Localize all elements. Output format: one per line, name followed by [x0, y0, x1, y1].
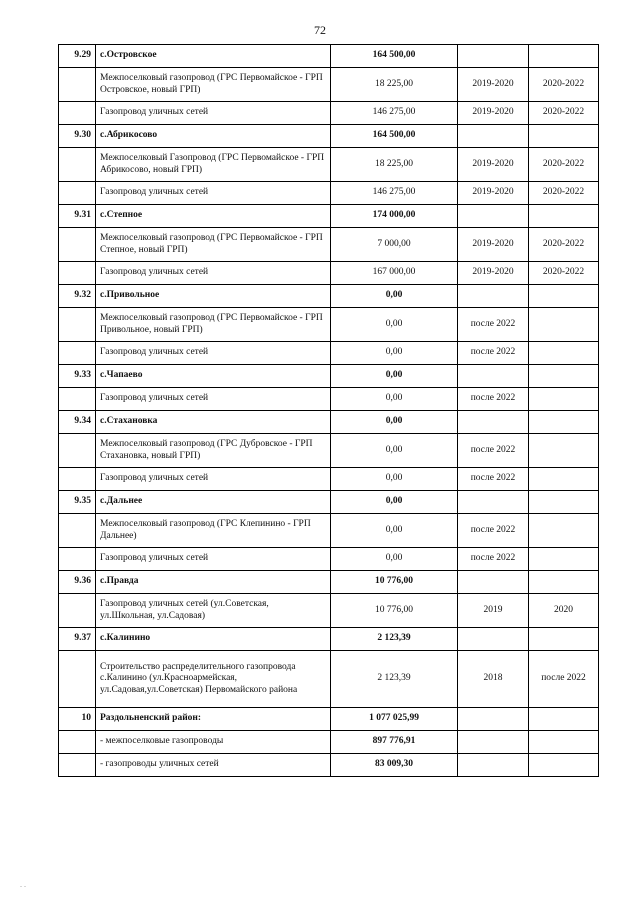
table-row [59, 571, 599, 594]
row-period-start-cell [458, 125, 529, 148]
row-name-cell: Газопровод уличных сетей [96, 468, 331, 491]
table-row [59, 651, 599, 708]
row-period-start-cell: после 2022 [458, 548, 529, 571]
row-name-cell: Газопровод уличных сетей [96, 388, 331, 411]
row-number-cell [59, 148, 96, 182]
row-period-end-cell [529, 628, 599, 651]
row-period-end-cell [529, 308, 599, 342]
row-sum-cell: 0,00 [331, 548, 458, 571]
row-sum-cell: 0,00 [331, 308, 458, 342]
row-number-cell [59, 548, 96, 571]
row-sum-cell: 0,00 [331, 491, 458, 514]
row-name-cell: Раздольненский район: [96, 708, 331, 731]
row-period-end-cell [529, 491, 599, 514]
row-period-end-cell: 2020-2022 [529, 148, 599, 182]
row-period-start-cell: 2019-2020 [458, 182, 529, 205]
table-row [59, 182, 599, 205]
row-period-end-cell: 2020-2022 [529, 68, 599, 102]
table-row [59, 285, 599, 308]
row-period-end-cell [529, 205, 599, 228]
row-number-cell [59, 342, 96, 365]
row-sum-cell: 18 225,00 [331, 68, 458, 102]
row-number-cell [59, 594, 96, 628]
row-period-start-cell [458, 628, 529, 651]
row-name-cell: Газопровод уличных сетей [96, 262, 331, 285]
row-number-cell [59, 651, 96, 708]
row-name-cell: с.Привольное [96, 285, 331, 308]
row-sum-cell: 167 000,00 [331, 262, 458, 285]
row-period-start-cell: 2018 [458, 651, 529, 708]
row-period-end-cell [529, 708, 599, 731]
row-period-end-cell [529, 342, 599, 365]
row-period-end-cell [529, 548, 599, 571]
row-name-cell: Межпоселковый газопровод (ГРС Первомайское - ГРП Островское, новый ГРП) [96, 68, 331, 102]
row-period-end-cell: после 2022 [529, 651, 599, 708]
row-period-end-cell [529, 45, 599, 68]
row-name-cell: - межпоселковые газопроводы [96, 731, 331, 754]
row-sum-cell: 164 500,00 [331, 125, 458, 148]
row-name-cell: Межпоселковый газопровод (ГРС Первомайское - ГРП Привольное, новый ГРП) [96, 308, 331, 342]
row-number-cell [59, 388, 96, 411]
row-period-start-cell: после 2022 [458, 308, 529, 342]
row-sum-cell: 0,00 [331, 342, 458, 365]
table-row [59, 548, 599, 571]
row-number-cell: 10 [59, 708, 96, 731]
row-name-cell: Газопровод уличных сетей [96, 342, 331, 365]
table-row [59, 434, 599, 468]
row-name-cell: Газопровод уличных сетей [96, 182, 331, 205]
row-number-cell [59, 731, 96, 754]
row-sum-cell: 10 776,00 [331, 571, 458, 594]
row-period-end-cell [529, 285, 599, 308]
row-sum-cell: 0,00 [331, 388, 458, 411]
table-row [59, 342, 599, 365]
table-row [59, 125, 599, 148]
row-sum-cell: 0,00 [331, 514, 458, 548]
row-period-start-cell: после 2022 [458, 468, 529, 491]
row-number-cell: 9.30 [59, 125, 96, 148]
row-name-cell: Межпоселковый газопровод (ГРС Дубровское - ГРП Стахановка, новый ГРП) [96, 434, 331, 468]
row-period-start-cell: 2019-2020 [458, 228, 529, 262]
row-sum-cell: 146 275,00 [331, 182, 458, 205]
gas-pipeline-table [58, 44, 599, 777]
row-number-cell: 9.29 [59, 45, 96, 68]
row-period-end-cell [529, 514, 599, 548]
row-period-end-cell [529, 411, 599, 434]
row-sum-cell: 0,00 [331, 468, 458, 491]
row-name-cell: с.Стахановка [96, 411, 331, 434]
row-period-start-cell [458, 205, 529, 228]
row-number-cell [59, 754, 96, 777]
row-number-cell: 9.33 [59, 365, 96, 388]
row-sum-cell: 18 225,00 [331, 148, 458, 182]
row-number-cell: 9.36 [59, 571, 96, 594]
row-number-cell: 9.35 [59, 491, 96, 514]
table-body [59, 45, 599, 777]
row-name-cell: с.Чапаево [96, 365, 331, 388]
row-name-cell: Строительство распределительного газопровода с.Калинино (ул.Красноармейская, ул.Садовая,ул.Советская) Первомайского района [96, 651, 331, 708]
row-name-cell: Газопровод уличных сетей [96, 102, 331, 125]
row-period-start-cell: 2019-2020 [458, 102, 529, 125]
footer-mark: . . [20, 880, 26, 889]
row-period-end-cell [529, 434, 599, 468]
row-period-start-cell [458, 411, 529, 434]
row-period-start-cell: после 2022 [458, 434, 529, 468]
row-name-cell: Межпоселковый газопровод (ГРС Клепинино - ГРП Дальнее) [96, 514, 331, 548]
row-number-cell: 9.31 [59, 205, 96, 228]
row-sum-cell: 897 776,91 [331, 731, 458, 754]
row-name-cell: с.Правда [96, 571, 331, 594]
row-period-start-cell [458, 491, 529, 514]
row-period-start-cell: 2019-2020 [458, 148, 529, 182]
row-name-cell: Газопровод уличных сетей [96, 548, 331, 571]
row-period-end-cell [529, 731, 599, 754]
row-number-cell [59, 468, 96, 491]
row-name-cell: - газопроводы уличных сетей [96, 754, 331, 777]
row-period-start-cell [458, 365, 529, 388]
row-sum-cell: 174 000,00 [331, 205, 458, 228]
row-period-start-cell: после 2022 [458, 388, 529, 411]
row-period-start-cell [458, 285, 529, 308]
row-sum-cell: 0,00 [331, 434, 458, 468]
row-period-end-cell: 2020-2022 [529, 228, 599, 262]
row-number-cell [59, 434, 96, 468]
page-number: 72 [314, 23, 326, 37]
row-period-start-cell [458, 708, 529, 731]
row-period-start-cell: после 2022 [458, 514, 529, 548]
row-name-cell: Газопровод уличных сетей (ул.Советская, ул.Школьная, ул.Садовая) [96, 594, 331, 628]
row-number-cell [59, 228, 96, 262]
row-period-end-cell: 2020-2022 [529, 102, 599, 125]
table-row [59, 411, 599, 434]
row-sum-cell: 2 123,39 [331, 628, 458, 651]
row-name-cell: с.Дальнее [96, 491, 331, 514]
row-period-start-cell [458, 731, 529, 754]
table-row [59, 205, 599, 228]
row-sum-cell: 0,00 [331, 365, 458, 388]
row-sum-cell: 7 000,00 [331, 228, 458, 262]
row-period-start-cell: 2019-2020 [458, 262, 529, 285]
row-sum-cell: 0,00 [331, 411, 458, 434]
table-row [59, 102, 599, 125]
row-number-cell [59, 262, 96, 285]
row-period-end-cell: 2020-2022 [529, 182, 599, 205]
table-row [59, 468, 599, 491]
row-number-cell [59, 68, 96, 102]
row-period-end-cell [529, 388, 599, 411]
row-number-cell: 9.37 [59, 628, 96, 651]
table-row [59, 754, 599, 777]
table-row [59, 45, 599, 68]
table-row [59, 228, 599, 262]
row-period-start-cell: после 2022 [458, 342, 529, 365]
table-row [59, 308, 599, 342]
row-sum-cell: 10 776,00 [331, 594, 458, 628]
table-row [59, 708, 599, 731]
row-period-end-cell [529, 754, 599, 777]
row-period-end-cell [529, 365, 599, 388]
row-sum-cell: 2 123,39 [331, 651, 458, 708]
row-name-cell: с.Калинино [96, 628, 331, 651]
row-number-cell [59, 182, 96, 205]
row-number-cell [59, 102, 96, 125]
table-row [59, 514, 599, 548]
row-period-start-cell [458, 45, 529, 68]
row-period-start-cell: 2019-2020 [458, 68, 529, 102]
row-sum-cell: 1 077 025,99 [331, 708, 458, 731]
row-period-end-cell: 2020 [529, 594, 599, 628]
row-period-start-cell [458, 571, 529, 594]
row-period-end-cell [529, 468, 599, 491]
row-sum-cell: 164 500,00 [331, 45, 458, 68]
row-number-cell [59, 308, 96, 342]
row-period-end-cell: 2020-2022 [529, 262, 599, 285]
table-row [59, 491, 599, 514]
table-row [59, 628, 599, 651]
table-row [59, 365, 599, 388]
row-number-cell: 9.32 [59, 285, 96, 308]
table-row [59, 731, 599, 754]
row-name-cell: с.Абрикосово [96, 125, 331, 148]
table-row [59, 262, 599, 285]
table-row [59, 388, 599, 411]
table-row [59, 68, 599, 102]
row-period-end-cell [529, 125, 599, 148]
row-period-start-cell [458, 754, 529, 777]
row-name-cell: с.Степное [96, 205, 331, 228]
table-row [59, 594, 599, 628]
row-name-cell: Межпоселковый Газопровод (ГРС Первомайское - ГРП Абрикосово, новый ГРП) [96, 148, 331, 182]
row-sum-cell: 146 275,00 [331, 102, 458, 125]
row-number-cell [59, 514, 96, 548]
row-sum-cell: 0,00 [331, 285, 458, 308]
row-number-cell: 9.34 [59, 411, 96, 434]
row-period-start-cell: 2019 [458, 594, 529, 628]
row-name-cell: с.Островское [96, 45, 331, 68]
row-period-end-cell [529, 571, 599, 594]
row-name-cell: Межпоселковый газопровод (ГРС Первомайское - ГРП Степное, новый ГРП) [96, 228, 331, 262]
row-sum-cell: 83 009,30 [331, 754, 458, 777]
table-row [59, 148, 599, 182]
